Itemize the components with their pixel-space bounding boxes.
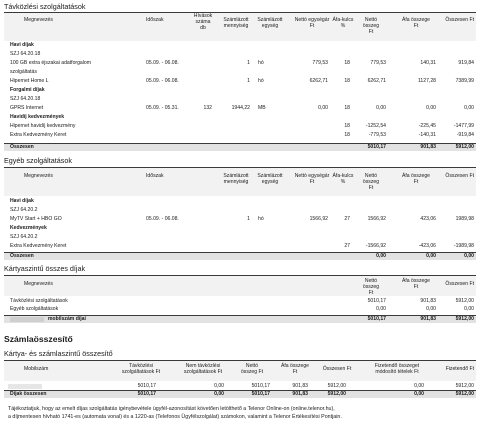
total-vat: 901,83 — [292, 391, 308, 397]
section-title-card: Kártyaszintű összes díjak — [4, 264, 86, 273]
table-cell: Havi díjak — [10, 198, 34, 204]
table-cell: 0,00 — [376, 105, 386, 111]
table-cell: Extra Kedvezmény Keret — [10, 243, 67, 249]
table-row — [4, 234, 476, 243]
col-idoszak: Időszak — [146, 17, 164, 23]
table-cell: 05.09. - 06.08. — [146, 78, 179, 84]
col-mobilszam: Mobilszám — [24, 366, 49, 372]
table-row — [4, 105, 476, 114]
table-cell: hó — [258, 60, 264, 66]
table-cell: 423,06 — [420, 216, 436, 222]
total-vat: 0,00 — [426, 253, 436, 259]
total-nem-tavkozlesi: 0,00 — [214, 391, 224, 397]
table-row — [4, 243, 476, 252]
total-row-other — [4, 253, 476, 260]
total-net: 5010,17 — [367, 144, 386, 150]
table-row — [4, 216, 476, 225]
col-megnevezes: Megnevezés — [24, 281, 53, 287]
col-netto: Nettó összeg Ft — [362, 173, 380, 191]
total-gross: 0,00 — [464, 253, 474, 259]
col-megnevezes: Megnevezés — [24, 17, 53, 23]
col-afakulcs: Áfa-kulcs % — [332, 173, 354, 185]
cell-netto: 5010,17 — [251, 383, 270, 389]
total-row-summary — [4, 391, 476, 398]
col-tavkozlesi: Távközlési szolgáltatások Ft — [121, 363, 161, 375]
table-row — [4, 60, 476, 69]
summary-heading: Számlaösszesítő — [4, 334, 73, 344]
table-body-other — [4, 198, 476, 252]
table-cell: 0,00 — [464, 105, 474, 111]
table-header-other — [4, 168, 476, 196]
table-cell: 5912,00 — [455, 298, 474, 304]
table-cell: 1566,92 — [309, 216, 328, 222]
table-cell: 0,00 — [426, 105, 436, 111]
table-cell: 0,00 — [464, 306, 474, 312]
table-row — [4, 132, 476, 141]
col-afa: Áfa összege Ft — [401, 278, 431, 290]
total-modosito: 0,00 — [414, 391, 424, 397]
table-cell: -423,06 — [418, 243, 436, 249]
table-cell: SZJ 64.20.2 — [10, 234, 38, 240]
table-cell: 1944,22 — [231, 105, 250, 111]
col-megnevezes: Megnevezés — [24, 173, 53, 179]
table-cell: 140,31 — [420, 60, 436, 66]
col-mennyiseg: Számlázott mennyiség — [223, 17, 249, 29]
col-mennyiseg: Számlázott mennyiség — [223, 173, 249, 185]
total-tavkozlesi: 5010,17 — [137, 391, 156, 397]
table-cell: 18 — [344, 132, 350, 138]
table-cell: Havidíj kedvezmények — [10, 114, 65, 120]
col-osszesen: Összesen Ft — [445, 281, 474, 287]
table-cell: 18 — [344, 105, 350, 111]
table-cell: 132 — [203, 105, 212, 111]
table-cell: Havi díjak — [10, 42, 34, 48]
col-afakulcs: Áfa-kulcs % — [332, 17, 354, 29]
table-cell: MB — [258, 105, 266, 111]
table-cell: GPRS Internet — [10, 105, 44, 111]
section-title-summary: Kártya- és számlaszintű összesítő — [4, 349, 113, 358]
table-cell: szolgáltatás — [10, 69, 37, 75]
table-cell: 779,53 — [370, 60, 386, 66]
table-body-telecom — [4, 42, 476, 142]
table-row — [4, 225, 476, 234]
table-cell: -919,84 — [456, 132, 474, 138]
table-cell: 6262,71 — [309, 78, 328, 84]
table-cell: -140,31 — [418, 132, 436, 138]
masked-number — [10, 317, 44, 322]
table-header-summary — [4, 361, 476, 381]
table-cell: -1566,92 — [365, 243, 386, 249]
total-vat: 901,83 — [420, 316, 436, 322]
total-label: Összesen — [10, 144, 34, 150]
total-vat: 901,83 — [420, 144, 436, 150]
table-row — [4, 51, 476, 60]
col-netto: Nettó összeg Ft — [240, 363, 264, 375]
table-cell: 0,00 — [376, 306, 386, 312]
table-cell: -1477,99 — [453, 123, 474, 129]
section-title-telecom: Távközlési szolgáltatások — [4, 2, 86, 11]
table-cell: -1252,54 — [365, 123, 386, 129]
summary-row — [4, 383, 476, 390]
table-header-card — [4, 276, 476, 296]
table-cell: -1989,98 — [453, 243, 474, 249]
table-cell: 6262,71 — [367, 78, 386, 84]
table-cell: hó — [258, 216, 264, 222]
total-label: Összesen — [10, 253, 34, 259]
total-gross: 5912,00 — [455, 316, 474, 322]
table-header-telecom — [4, 13, 476, 41]
table-cell: 1 — [247, 216, 250, 222]
col-egyseg: Számlázott egység — [257, 17, 283, 29]
table-row — [4, 78, 476, 87]
table-cell: 1566,92 — [367, 216, 386, 222]
table-row — [4, 123, 476, 132]
total-net: 0,00 — [376, 253, 386, 259]
col-hivasok: Hívások száma db — [193, 13, 213, 31]
col-egyseg: Számlázott egység — [257, 173, 283, 185]
table-cell: 100 GB extra éjszakai adatforgalom — [10, 60, 91, 66]
col-osszesen: Összesen Ft — [322, 366, 352, 372]
table-cell: hó — [258, 78, 264, 84]
table-cell: Kedvezmények — [10, 225, 47, 231]
table-cell: 919,84 — [458, 60, 474, 66]
footer-note-2: a díjmentesen hívható 1741-es (automata vonal) és a 1220-as (Telefonos Ügyfélszolgálat) számokon, valamint a Telenor Értékesítési Pontjain. — [8, 414, 342, 420]
table-cell: 05.09. - 05.31. — [146, 105, 179, 111]
col-osszesen: Összesen Ft — [445, 17, 474, 23]
table-row — [4, 114, 476, 123]
cell-modosito: 0,00 — [414, 383, 424, 389]
table-row — [4, 198, 476, 207]
cell-osszesen: 5912,00 — [327, 383, 346, 389]
table-cell: Forgalmi díjak — [10, 87, 45, 93]
col-modosito: Fizetendő összeget módosító tételek Ft — [374, 363, 420, 375]
cell-nem-tavkozlesi: 0,00 — [214, 383, 224, 389]
table-cell: Hipernet Home L — [10, 78, 49, 84]
table-cell: 901,83 — [420, 298, 436, 304]
table-cell: 27 — [344, 243, 350, 249]
col-osszesen: Összesen Ft — [445, 173, 474, 179]
col-afa: Áfa összege Ft — [280, 363, 310, 375]
table-cell: -225,45 — [418, 123, 436, 129]
col-netto: Nettó összeg Ft — [362, 17, 380, 35]
table-cell: SZJ 64.20.18 — [10, 96, 41, 102]
section-title-other: Egyéb szolgáltatások — [4, 156, 72, 165]
table-cell: 18 — [344, 123, 350, 129]
table-row — [4, 42, 476, 51]
total-gross: 5912,00 — [327, 391, 346, 397]
col-idoszak: Időszak — [146, 173, 164, 179]
total-label: mobilszám díjai — [48, 316, 86, 322]
table-row — [4, 96, 476, 105]
table-row — [4, 298, 476, 306]
table-body-card — [4, 298, 476, 314]
table-cell: 1989,98 — [455, 216, 474, 222]
col-fizetendo: Fizetendő Ft — [445, 366, 474, 372]
table-cell: 5010,17 — [367, 298, 386, 304]
table-cell: Egyéb szolgáltatások — [10, 306, 59, 312]
total-fizetendo: 5912,00 — [455, 391, 474, 397]
table-cell: Távközlési szolgáltatások — [10, 298, 68, 304]
table-cell: SZJ 64.20.18 — [10, 51, 41, 57]
table-cell: SZJ 64.20.2 — [10, 207, 38, 213]
table-cell: 27 — [344, 216, 350, 222]
table-cell: 1127,28 — [417, 78, 436, 84]
table-cell: MyTV Start + HBO GO — [10, 216, 62, 222]
table-cell: 18 — [344, 60, 350, 66]
table-cell: 18 — [344, 78, 350, 84]
table-cell: 0,00 — [426, 306, 436, 312]
cell-fizetendo: 5912,00 — [455, 383, 474, 389]
total-row-card — [4, 316, 476, 323]
table-cell: 1 — [247, 60, 250, 66]
table-cell: Hipernet havidíj kedvezmény — [10, 123, 76, 129]
col-egysegar: Nettó egységár Ft — [294, 17, 330, 29]
total-label: Díjak összesen — [10, 391, 47, 397]
table-cell: 0,00 — [318, 105, 328, 111]
cell-tavkozlesi: 5010,17 — [137, 383, 156, 389]
cell-afa: 901,83 — [292, 383, 308, 389]
total-net: 5010,17 — [367, 316, 386, 322]
masked-number — [8, 384, 42, 389]
col-nem-tavkozlesi: Nem távközlési szolgáltatások Ft — [183, 363, 223, 375]
table-cell: 05.09. - 06.08. — [146, 216, 179, 222]
col-afa: Áfa összege Ft — [401, 17, 431, 29]
table-cell: 05.09. - 06.08. — [146, 60, 179, 66]
table-row — [4, 69, 476, 78]
col-egysegar: Nettó egységár Ft — [294, 173, 330, 185]
table-cell: 1 — [247, 78, 250, 84]
total-gross: 5912,00 — [455, 144, 474, 150]
total-row-telecom — [4, 144, 476, 151]
total-net: 5010,17 — [251, 391, 270, 397]
col-afa: Áfa összege Ft — [401, 173, 431, 185]
table-cell: -779,53 — [368, 132, 386, 138]
table-row — [4, 207, 476, 216]
table-cell: 7389,99 — [455, 78, 474, 84]
table-cell: Extra Kedvezmény Keret — [10, 132, 67, 138]
table-row — [4, 306, 476, 314]
table-cell: 779,53 — [312, 60, 328, 66]
table-row — [4, 87, 476, 96]
footer-note-1: Tájékoztatjuk, hogy az emelt díjas szolgáltatás igénybevétele ügyfél-azonosítást követően letölthető a Telenor Online-on (online.telenor.hu), — [8, 406, 335, 412]
col-netto: Nettó összeg Ft — [362, 278, 380, 296]
